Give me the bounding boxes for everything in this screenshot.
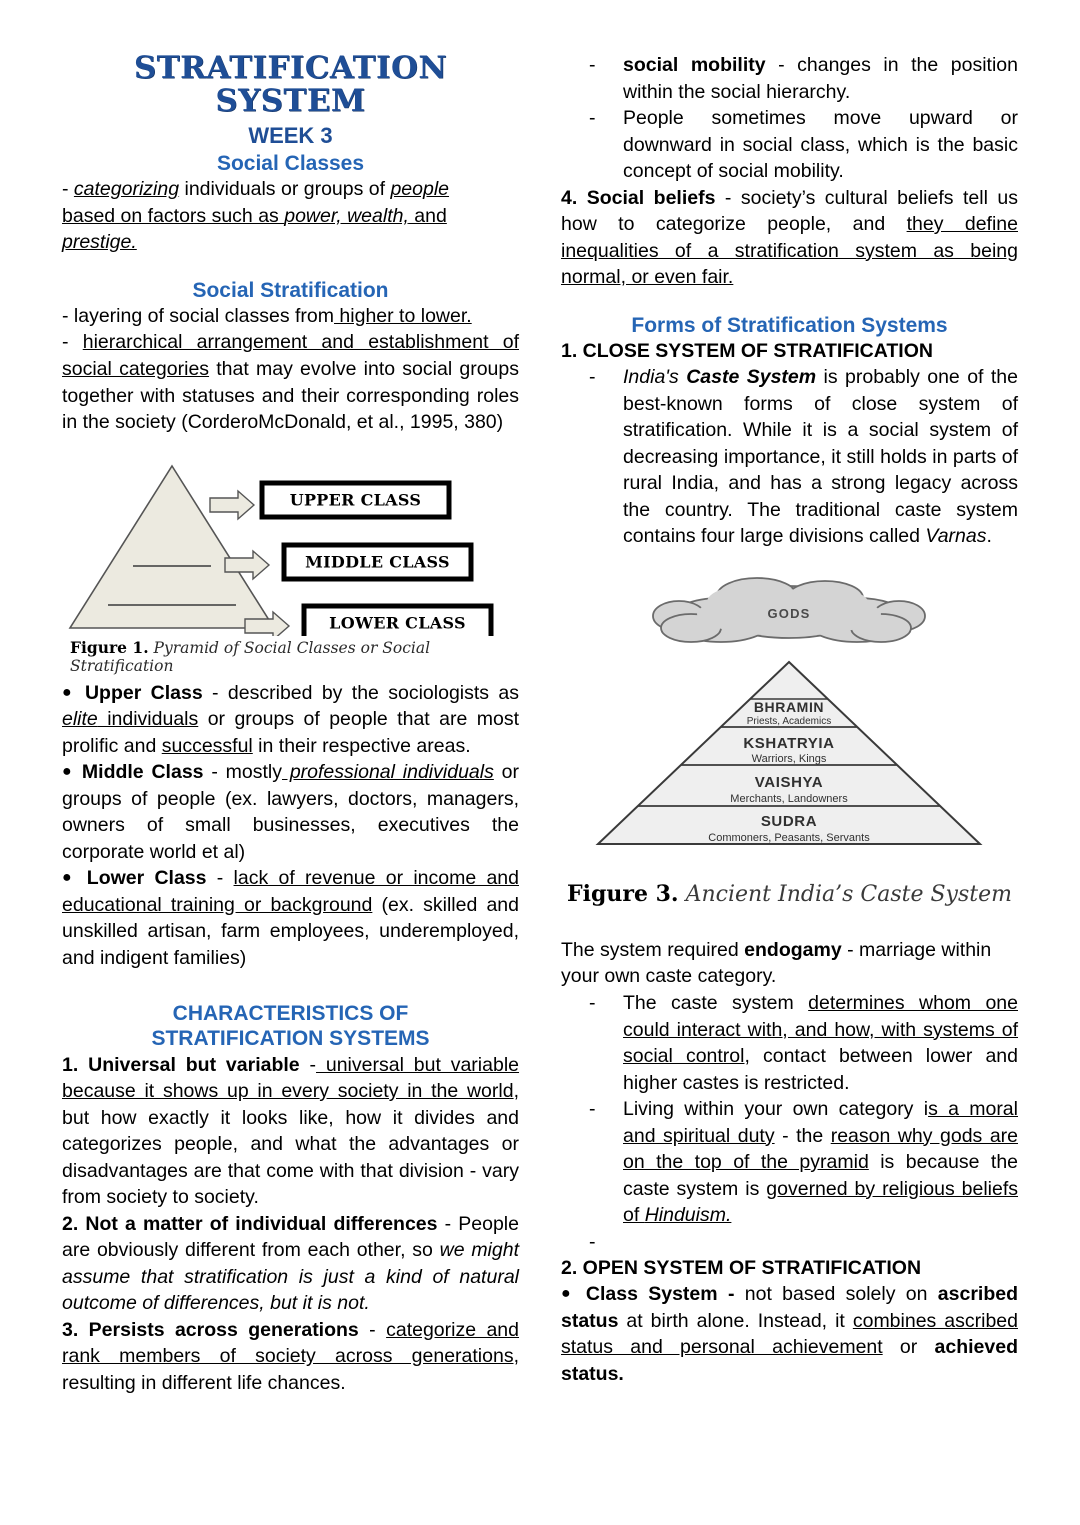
page-title: STRATIFICATION SYSTEM [133,50,448,119]
term-not-individual-differences: 2. Not a matter of individual differences [62,1212,438,1235]
term-elite: elite [62,708,98,731]
class-definitions-list [62,680,519,972]
dash-marker: - [202,681,228,704]
text-fragment: society’s cultural beliefs tell us how to categorize people, and [561,186,1018,236]
text-fragment: or groups of people that are most prolific and [62,708,519,757]
figure-1-class-pyramid [62,458,519,675]
term-class-system: Class System [585,1283,718,1306]
term-endogamy: endogamy [744,938,842,961]
figure1-tier-label-1: MIDDLE CLASS [305,552,450,572]
term-categorizing: categorizing [73,178,180,201]
heading-forms-of-stratification: Forms of Stratification Systems [631,313,948,337]
cloud-label-gods: GODS [767,605,811,621]
week-subtitle: WEEK 3 [248,123,333,149]
text-fragment-underlined: lack of revenue or income and educational training or background [62,867,519,916]
term-achieved-status: achieved status. [561,1336,1018,1385]
text-fragment-underlined: reason why gods are on the top of the pyramid [623,1124,1018,1174]
list-item-empty-dash [561,1229,1018,1255]
text-fragment: Living within your own category i [623,1098,929,1121]
list-item-middle-class [62,759,519,865]
text-fragment-italic: we might assume that stratification is just a kind of natural outcome of differences, but it is not. [62,1239,520,1315]
term-hinduism: Hinduism. [644,1204,732,1227]
dash-marker: - [717,1283,745,1306]
list-item-moral-spiritual-duty [561,1096,1018,1229]
text-fragment: in their respective areas. [252,734,471,757]
stratification-line-2 [62,329,519,435]
figure-1-caption-text: Pyramid of Social Classes or Social Stratification [70,638,431,675]
text-fragment: . [986,525,992,548]
dash-marker: - [203,761,226,784]
term-lower-class: Lower Class [86,867,207,890]
close-system-title [561,338,1018,365]
caste-tier-name-0: BHRAMIN [753,698,825,715]
text-fragment: - the [774,1124,831,1147]
text-fragment: People are obviously different from each other, so [62,1212,519,1262]
text-fragment: mostly [225,761,282,784]
term-people: people [390,178,450,201]
text-fragment: based on factors such as [62,204,285,227]
term-universal-but-variable: 1. Universal but variable [62,1053,300,1076]
text-fragment: - marriage within your own caste category. [561,938,992,988]
text-fragment: - layering of social classes from [62,304,335,327]
text-fragment: and [408,204,447,227]
caste-tier-sub-0: Priests, Academics [746,715,832,727]
term-middle-class: Middle Class [81,761,204,784]
figure1-tier-label-2: LOWER CLASS [329,613,466,633]
dash-marker: - [62,178,74,201]
caste-notes-list [561,990,1018,1255]
term-social-beliefs: 4. Social beliefs [561,186,716,209]
heading-social-classes: Social Classes [216,152,365,176]
dash-marker: - [299,1053,317,1076]
text-fragment-underlined: successful [161,734,253,757]
caste-tier-sub-3: Commoners, Peasants, Servants [708,831,870,844]
heading-characteristics-line-1: CHARACTERISTICS OF [172,1002,409,1026]
list-item-upward-downward [561,105,1018,185]
figure-3-caption-text: Ancient India’s Caste System [678,881,1012,907]
text-fragment: or [882,1336,935,1359]
term-persists-across-generations: 3. Persists across generations [62,1318,359,1341]
bullet-icon: ● [561,1285,576,1303]
term-close-system: 1. CLOSE SYSTEM OF STRATIFICATION [561,339,933,362]
text-fragment-underlined: hierarchical arrangement and establishment of social categories [62,331,519,380]
text-fragment: at birth alone. Instead, it [618,1309,853,1332]
endogamy-paragraph [561,937,1018,990]
text-fragment: The system required [561,938,745,961]
text-fragment: individuals or groups of [179,178,391,201]
list-item-caste-determines [561,990,1018,1096]
caste-tier-name-3: SUDRA [760,812,818,830]
text-fragment: described by the sociologists as [227,681,519,704]
text-fragment: - changes in the position within the social hierarchy. [623,54,1018,103]
figure1-tier-label-0: UPPER CLASS [289,490,422,510]
characteristic-item-1 [62,1052,519,1211]
text-fragment-underlined: individuals [97,708,199,731]
text-fragment-underlined: governed by religious beliefs of [623,1177,1019,1227]
dash-marker: - [437,1212,459,1235]
dash-marker: - [358,1318,387,1341]
term-caste-system: Caste System [686,366,817,389]
bullet-icon: ● [62,869,77,887]
list-item-upper-class [62,680,519,760]
text-fragment-underlined: s a moral and spiritual duty [623,1098,1018,1147]
text-fragment-underlined: combines ascribed status and personal achievement [561,1309,1018,1359]
characteristic-item-2 [62,1211,519,1317]
caste-system-list [561,364,1018,550]
term-social-mobility: social mobility [623,54,766,76]
text-fragment-underlined: determines whom one could interact with, and how, with systems of social control [623,991,1018,1068]
term-ascribed-status: ascribed status [561,1283,1019,1332]
bullet-icon: ● [62,683,76,701]
dash-marker: - [715,186,741,209]
figure-1-caption-label: Figure 1. [70,637,149,657]
text-fragment-underlined: categorize and rank members of society across generations, [62,1318,520,1368]
two-column-layout [62,52,1018,1396]
figure-1-caption [62,638,519,675]
text-fragment: is because the caste system is [623,1151,1019,1200]
caste-tier-sub-2: Merchants, Landowners [730,792,848,805]
text-fragment-italic: India's [623,366,687,389]
text-fragment: People sometimes move upward or downward in social class, which is the basic concept of social mobility. [623,107,1018,183]
caste-tier-name-1: KSHATRYIA [743,734,835,752]
term-prestige: prestige. [62,231,137,254]
text-fragment-underlined: higher to lower. [334,304,472,327]
open-system-title [561,1255,1018,1282]
heading-characteristics-line-2: STRATIFICATION SYSTEMS [151,1027,430,1051]
figure-3-caption-label: Figure 3. [567,880,679,907]
term-power-wealth: power, wealth, [284,204,409,227]
text-fragment: , but how exactly it looks like, how it divides and categorizes people, and what the advantages or disadvantages are that come with that division - vary from society to society. [62,1080,519,1209]
term-upper-class: Upper Class [84,681,203,704]
text-fragment: that may evolve into social groups together with statuses and their corresponding roles in the society (CorderoMcDonald, et al., 1995, 380) [62,358,519,434]
term-open-system: 2. OPEN SYSTEM OF STRATIFICATION [561,1256,922,1279]
figure-3-caption [561,881,1018,907]
stratification-line-1 [62,303,519,330]
text-fragment: resulting in different life chances. [62,1371,346,1394]
text-fragment: The caste system [623,991,809,1014]
text-fragment: (ex. skilled and unskilled artisan, farm employees, underemployed, and indigent families) [62,893,519,969]
caste-tier-name-2: VAISHYA [754,773,824,791]
heading-social-stratification: Social Stratification [192,278,389,302]
bullet-icon: ● [62,763,75,781]
dash-marker: - [62,331,83,354]
right-column [561,52,1018,1387]
list-item-social-mobility [561,52,1018,105]
characteristic-item-3 [62,1317,519,1397]
text-fragment-underlined: universal but variable because it shows up in every society in the world [62,1053,520,1103]
left-column [62,52,519,1396]
list-item-lower-class [62,865,519,971]
text-fragment: is probably one of the best-known forms of close system of stratification. While it is a social system of decreasing importance, it still holds in parts of rural India, and has a strong legacy across the country. The traditional caste system contains four large divisions called [623,366,1018,548]
term-professional-individuals: professional individuals [282,761,494,784]
term-varnas: Varnas [925,525,987,548]
text-fragment: or groups of people (ex. lawyers, doctors, managers, owners of small businesses, executives the corporate world et al) [62,761,520,863]
social-beliefs-item [561,185,1018,291]
text-fragment: , contact between lower and higher castes is restricted. [623,1045,1018,1094]
dash-marker: - [206,867,234,890]
figure-3-caste-pyramid [561,572,1018,907]
list-item-india-caste-system [561,364,1018,550]
text-fragment: not based solely on [744,1283,938,1306]
caste-tier-sub-1: Warriors, Kings [751,752,827,765]
text-fragment-underlined: they define inequalities of a stratification system as being normal, or even fair. [561,213,1018,289]
class-system-paragraph [561,1281,1018,1387]
social-mobility-list [561,52,1018,185]
social-classes-definition [62,176,519,256]
